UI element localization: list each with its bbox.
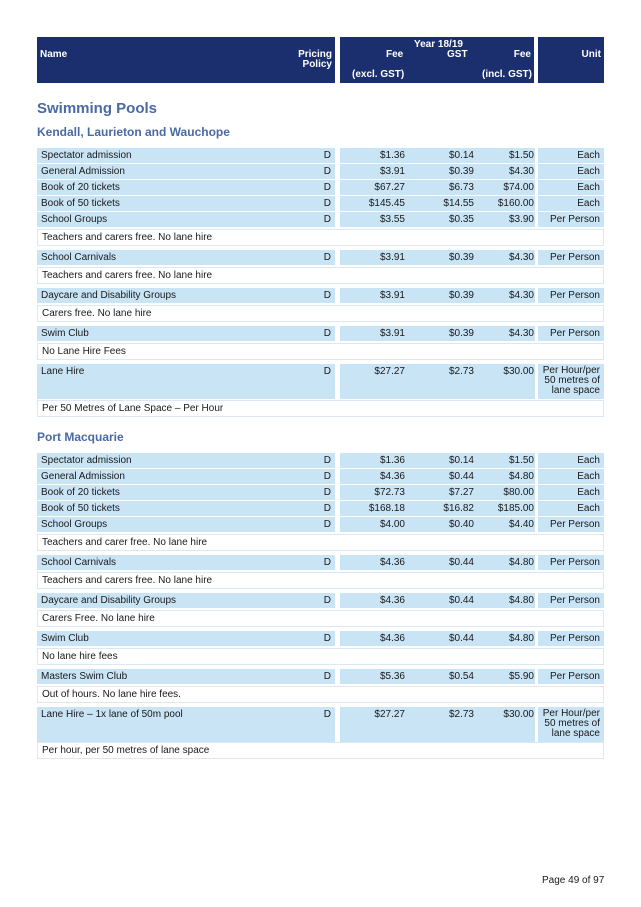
fee-excl-gst: $4.36: [379, 471, 405, 482]
item-name: Lane Hire: [41, 366, 85, 377]
fee-excl-gst: $4.36: [379, 595, 405, 606]
header-name: Name: [40, 49, 68, 60]
item-name: Masters Swim Club: [41, 671, 128, 682]
fee-incl-gst: $4.30: [508, 328, 534, 339]
unit-text: Each: [577, 198, 600, 209]
name-cell: [37, 485, 335, 500]
note-text: No lane hire fees: [42, 651, 118, 662]
fee-excl-gst: $1.36: [379, 455, 405, 466]
pricing-policy: D: [323, 214, 331, 225]
name-cell: [37, 707, 335, 742]
table-header-name-cell: [37, 37, 335, 83]
note-row: [37, 534, 604, 551]
unit-text: Each: [577, 150, 600, 161]
name-cell: [37, 164, 335, 179]
unit-text: Per Person: [549, 290, 600, 301]
fee-incl-gst: $5.90: [508, 671, 534, 682]
unit-text: Per Person: [549, 633, 600, 644]
unit-text: Per Person: [549, 328, 600, 339]
unit-text: Per Person: [549, 595, 600, 606]
pricing-policy: D: [323, 198, 331, 209]
note-row: [37, 610, 604, 627]
fee-excl-gst: $4.36: [379, 633, 405, 644]
fee-cells: [340, 631, 535, 646]
note-text: No Lane Hire Fees: [42, 346, 126, 357]
unit-cell: [538, 288, 604, 303]
table-row: [37, 288, 604, 303]
unit-text: Each: [577, 182, 600, 193]
unit-cell: [538, 180, 604, 195]
table-row: [37, 555, 604, 570]
name-cell: [37, 196, 335, 211]
unit-cell: [538, 212, 604, 227]
unit-text: Per Person: [549, 252, 600, 263]
header-pricing: Pricing: [298, 49, 332, 60]
item-name: School Groups: [41, 214, 108, 225]
unit-text: lane space: [551, 728, 600, 739]
name-cell: [37, 453, 335, 468]
note-text: Teachers and carers free. No lane hire: [42, 575, 213, 586]
fee-excl-gst: $168.18: [368, 503, 405, 514]
unit-cell: [538, 196, 604, 211]
unit-text: Each: [577, 471, 600, 482]
pricing-policy: D: [323, 671, 331, 682]
unit-text: Each: [577, 503, 600, 514]
fee-incl-gst: $1.50: [508, 455, 534, 466]
unit-cell: [538, 669, 604, 684]
page-number: Page 49 of 97: [542, 875, 605, 886]
table-row: [37, 517, 604, 532]
fee-cells: [340, 485, 535, 500]
unit-cell: [538, 485, 604, 500]
fee-cells: [340, 669, 535, 684]
table-row: [37, 631, 604, 646]
item-name: Book of 20 tickets: [41, 182, 120, 193]
gst-amount: $0.39: [448, 166, 474, 177]
note-text: Out of hours. No lane hire fees.: [42, 689, 181, 700]
table-row: [37, 164, 604, 179]
unit-cell: [538, 148, 604, 163]
fee-excl-gst: $4.00: [379, 519, 405, 530]
name-cell: [37, 212, 335, 227]
fee-excl-gst: $3.91: [379, 252, 405, 263]
table-header-fees-cell: [340, 37, 534, 83]
gst-amount: $0.44: [448, 557, 474, 568]
pricing-policy: D: [323, 455, 331, 466]
item-name: Daycare and Disability Groups: [41, 595, 177, 606]
item-name: Book of 50 tickets: [41, 198, 120, 209]
item-name: Swim Club: [41, 328, 89, 339]
fee-incl-gst: $160.00: [497, 198, 534, 209]
group-title: Port Macquarie: [37, 430, 124, 444]
fee-incl-gst: $4.80: [508, 595, 534, 606]
fee-excl-gst: $4.36: [379, 557, 405, 568]
item-name: Lane Hire – 1x lane of 50m pool: [41, 709, 183, 720]
pricing-policy: D: [323, 182, 331, 193]
fee-cells: [340, 453, 535, 468]
gst-amount: $14.55: [443, 198, 474, 209]
unit-text: Per Person: [549, 671, 600, 682]
name-cell: [37, 517, 335, 532]
table-row: [37, 469, 604, 484]
gst-amount: $0.40: [448, 519, 474, 530]
table-row: [37, 326, 604, 341]
note-text: Teachers and carers free. No lane hire: [42, 232, 213, 243]
fee-excl-gst: $3.91: [379, 166, 405, 177]
fee-incl-gst: $4.80: [508, 633, 534, 644]
item-name: General Admission: [41, 471, 125, 482]
unit-cell: [538, 469, 604, 484]
fee-cells: [340, 364, 535, 399]
table-row: [37, 501, 604, 516]
name-cell: [37, 326, 335, 341]
section-title: Swimming Pools: [37, 100, 158, 117]
item-name: Book of 20 tickets: [41, 487, 120, 498]
group-title: Kendall, Laurieton and Wauchope: [37, 125, 230, 139]
table-row: [37, 593, 604, 608]
header-fee-incl: Fee: [513, 49, 531, 60]
header-year: Year 18/19: [414, 39, 463, 50]
unit-cell: [538, 164, 604, 179]
fee-cells: [340, 469, 535, 484]
unit-cell: [538, 593, 604, 608]
gst-amount: $6.73: [448, 182, 474, 193]
pricing-policy: D: [323, 633, 331, 644]
unit-cell: [538, 326, 604, 341]
header-unit: Unit: [581, 49, 601, 60]
unit-cell: [538, 707, 604, 742]
table-header-unit-cell: [538, 37, 604, 83]
note-row: [37, 686, 604, 703]
header-excl-gst: (excl. GST): [352, 69, 405, 80]
note-row: [37, 742, 604, 759]
fee-cells: [340, 180, 535, 195]
fee-cells: [340, 196, 535, 211]
gst-amount: $0.54: [448, 671, 474, 682]
unit-cell: [538, 250, 604, 265]
unit-cell: [538, 501, 604, 516]
table-row: [37, 669, 604, 684]
fee-incl-gst: $4.30: [508, 290, 534, 301]
table-row: [37, 148, 604, 163]
name-cell: [37, 555, 335, 570]
note-text: Teachers and carers free. No lane hire: [42, 270, 213, 281]
fee-incl-gst: $30.00: [503, 366, 534, 377]
fee-excl-gst: $3.91: [379, 290, 405, 301]
fee-excl-gst: $3.91: [379, 328, 405, 339]
fee-cells: [340, 250, 535, 265]
unit-text: Each: [577, 455, 600, 466]
fee-excl-gst: $5.36: [379, 671, 405, 682]
fee-cells: [340, 288, 535, 303]
gst-amount: $7.27: [448, 487, 474, 498]
fee-cells: [340, 707, 535, 742]
fee-incl-gst: $74.00: [503, 182, 534, 193]
fee-incl-gst: $3.90: [508, 214, 534, 225]
unit-cell: [538, 555, 604, 570]
note-row: [37, 572, 604, 589]
pricing-policy: D: [323, 252, 331, 263]
gst-amount: $2.73: [448, 709, 474, 720]
unit-cell: [538, 453, 604, 468]
fee-excl-gst: $1.36: [379, 150, 405, 161]
fee-incl-gst: $30.00: [503, 709, 534, 720]
table-row: [37, 707, 604, 742]
fee-incl-gst: $4.80: [508, 471, 534, 482]
gst-amount: $16.82: [443, 503, 474, 514]
gst-amount: $0.39: [448, 290, 474, 301]
unit-text: Per Hour/per: [542, 708, 600, 719]
name-cell: [37, 669, 335, 684]
unit-text: Per Person: [549, 214, 600, 225]
gst-amount: $0.44: [448, 633, 474, 644]
unit-text: lane space: [551, 385, 600, 396]
pricing-policy: D: [323, 328, 331, 339]
unit-cell: [538, 517, 604, 532]
unit-text: Per Person: [549, 557, 600, 568]
note-row: [37, 267, 604, 284]
fee-excl-gst: $27.27: [374, 709, 405, 720]
header-fee: Fee: [386, 49, 404, 60]
name-cell: [37, 469, 335, 484]
name-cell: [37, 148, 335, 163]
item-name: School Carnivals: [41, 252, 117, 263]
name-cell: [37, 250, 335, 265]
name-cell: [37, 364, 335, 399]
fee-cells: [340, 164, 535, 179]
item-name: Spectator admission: [41, 150, 132, 161]
unit-text: 50 metres of: [544, 375, 600, 386]
pricing-policy: D: [323, 290, 331, 301]
table-row: [37, 180, 604, 195]
fee-incl-gst: $4.40: [508, 519, 534, 530]
unit-text: Each: [577, 487, 600, 498]
header-gst: GST: [447, 49, 468, 60]
pricing-policy: D: [323, 709, 331, 720]
item-name: School Carnivals: [41, 557, 117, 568]
table-row: [37, 196, 604, 211]
gst-amount: $0.44: [448, 471, 474, 482]
table-row: [37, 250, 604, 265]
gst-amount: $0.35: [448, 214, 474, 225]
fee-incl-gst: $1.50: [508, 150, 534, 161]
table-row: [37, 364, 604, 399]
fee-excl-gst: $145.45: [368, 198, 405, 209]
name-cell: [37, 288, 335, 303]
pricing-policy: D: [323, 503, 331, 514]
fee-incl-gst: $80.00: [503, 487, 534, 498]
unit-text: Per Hour/per: [542, 365, 600, 376]
note-text: Carers Free. No lane hire: [42, 613, 155, 624]
unit-cell: [538, 364, 604, 399]
item-name: Daycare and Disability Groups: [41, 290, 177, 301]
gst-amount: $0.39: [448, 252, 474, 263]
fee-excl-gst: $27.27: [374, 366, 405, 377]
unit-text: Per Person: [549, 519, 600, 530]
pricing-policy: D: [323, 150, 331, 161]
fee-cells: [340, 212, 535, 227]
gst-amount: $2.73: [448, 366, 474, 377]
gst-amount: $0.14: [448, 150, 474, 161]
fee-incl-gst: $4.30: [508, 166, 534, 177]
unit-cell: [538, 631, 604, 646]
header-incl-gst: (incl. GST): [482, 69, 532, 80]
fee-incl-gst: $185.00: [497, 503, 534, 514]
note-row: [37, 305, 604, 322]
note-row: [37, 343, 604, 360]
gst-amount: $0.14: [448, 455, 474, 466]
note-text: Per hour, per 50 metres of lane space: [42, 745, 210, 756]
item-name: Book of 50 tickets: [41, 503, 120, 514]
note-row: [37, 648, 604, 665]
fee-incl-gst: $4.80: [508, 557, 534, 568]
note-text: Teachers and carer free. No lane hire: [42, 537, 208, 548]
name-cell: [37, 631, 335, 646]
gst-amount: $0.39: [448, 328, 474, 339]
fee-excl-gst: $72.73: [374, 487, 405, 498]
name-cell: [37, 180, 335, 195]
gst-amount: $0.44: [448, 595, 474, 606]
note-row: [37, 229, 604, 246]
pricing-policy: D: [323, 166, 331, 177]
item-name: Spectator admission: [41, 455, 132, 466]
item-name: School Groups: [41, 519, 108, 530]
fee-cells: [340, 148, 535, 163]
name-cell: [37, 593, 335, 608]
note-row: [37, 400, 604, 417]
pricing-policy: D: [323, 557, 331, 568]
fee-cells: [340, 593, 535, 608]
fee-cells: [340, 517, 535, 532]
table-row: [37, 485, 604, 500]
fee-cells: [340, 501, 535, 516]
unit-text: Each: [577, 166, 600, 177]
item-name: General Admission: [41, 166, 125, 177]
table-row: [37, 212, 604, 227]
fee-excl-gst: $67.27: [374, 182, 405, 193]
name-cell: [37, 501, 335, 516]
item-name: Swim Club: [41, 633, 89, 644]
pricing-policy: D: [323, 595, 331, 606]
pricing-policy: D: [323, 519, 331, 530]
fee-cells: [340, 326, 535, 341]
header-policy: Policy: [302, 59, 332, 70]
fee-excl-gst: $3.55: [379, 214, 405, 225]
pricing-policy: D: [323, 471, 331, 482]
unit-text: 50 metres of: [544, 718, 600, 729]
pricing-policy: D: [323, 487, 331, 498]
pricing-policy: D: [323, 366, 331, 377]
note-text: Carers free. No lane hire: [42, 308, 152, 319]
fee-incl-gst: $4.30: [508, 252, 534, 263]
fee-cells: [340, 555, 535, 570]
note-text: Per 50 Metres of Lane Space – Per Hour: [42, 403, 224, 414]
table-row: [37, 453, 604, 468]
